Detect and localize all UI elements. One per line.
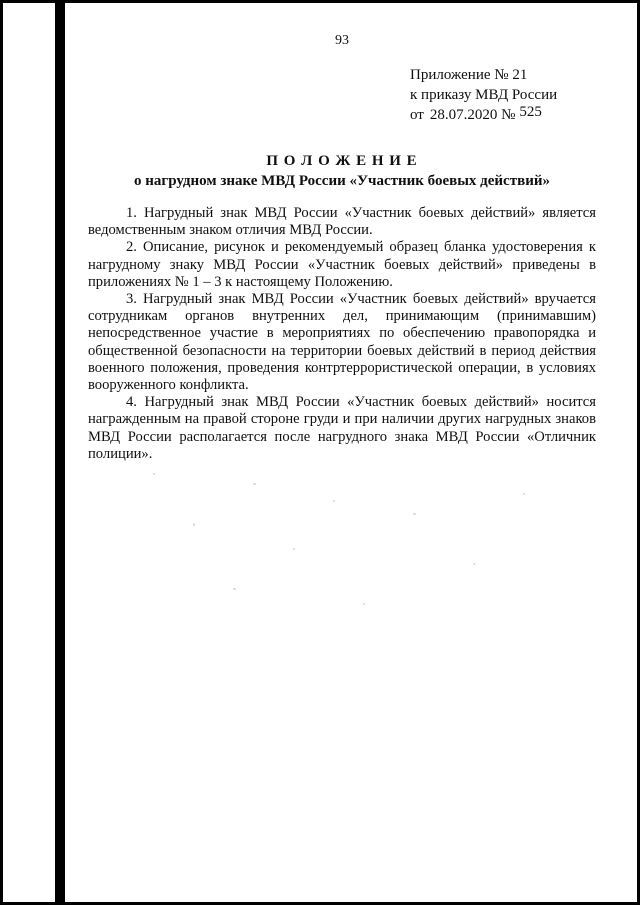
paragraph-2: 2. Описание, рисунок и рекомендуемый образец бланка удостоверения к нагрудному знаку МВД России «Участник боевых действий» приведены в приложениях № 1 – 3 к настоящему Положению. [88, 239, 596, 290]
paragraph-3: 3. Нагрудный знак МВД России «Участник боевых действий» вручается сотрудникам органов внутренних дел, принимающим (принимавшим) непосредственное участие в мероприятиях по обеспечению правопорядка и общественной безопасности на территории боевых действий в период действия военного положения, проведения контртеррористической операции, в условиях вооруженного конфликта. [88, 291, 596, 394]
left-margin-bar [55, 3, 65, 902]
document-body [88, 205, 596, 463]
scan-noise-speck [413, 513, 416, 515]
scan-noise-speck [523, 493, 525, 495]
scan-noise-speck [293, 548, 295, 550]
appendix-line-1: Приложение № 21 [410, 67, 528, 83]
page-number: 93 [335, 33, 349, 48]
document-subtitle: о нагрудном знаке МВД России «Участник боевых действий» [134, 173, 550, 189]
scan-noise-speck [363, 603, 365, 605]
scan-noise-speck [333, 500, 335, 502]
scan-noise-speck [253, 483, 256, 485]
appendix-from-label: от [410, 107, 424, 123]
appendix-line-2: к приказу МВД России [410, 87, 558, 103]
appendix-line-3 [410, 105, 596, 125]
scan-noise-speck [193, 523, 195, 526]
scan-noise-speck [473, 563, 475, 565]
paragraph-4: 4. Нагрудный знак МВД России «Участник боевых действий» носится награжденным на правой стороне груди и при наличии других нагрудных знаков МВД России располагается после нагрудного знака МВД России «Отличник полиции». [88, 394, 596, 462]
appendix-block [410, 65, 596, 125]
appendix-number-sign: № [501, 107, 516, 123]
scan-noise-speck [153, 473, 155, 475]
appendix-date: 28.07.2020 [429, 107, 498, 123]
appendix-order-number: 525 [519, 104, 542, 120]
document-title: П О Л О Ж Е Н И Е [266, 153, 418, 169]
paragraph-1: 1. Нагрудный знак МВД России «Участник боевых действий» является ведомственным знаком отличия МВД России. [88, 205, 596, 239]
scan-noise-speck [233, 588, 236, 590]
page-content [88, 3, 596, 463]
